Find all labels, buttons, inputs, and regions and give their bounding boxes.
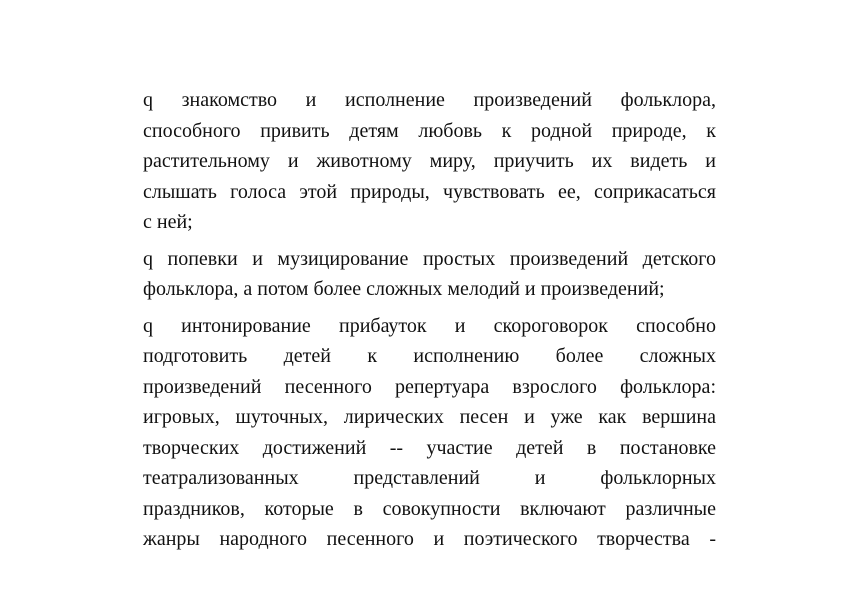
text-line: с ней;: [143, 211, 193, 233]
text-line: произведений песенного репертуара взрослого фольклора:: [143, 375, 716, 398]
text-line: творческих достижений -- участие детей в постановке: [143, 436, 716, 459]
document-body: [143, 85, 716, 561]
text-line: растительному и животному миру, приучить их видеть и: [143, 150, 716, 172]
text-line: игровых, шуточных, лирических песен и уже как вершина: [143, 406, 716, 428]
paragraph-intonation: [143, 311, 716, 555]
text-line: q знакомство и исполнение произведений фольклора,: [143, 89, 716, 111]
paragraph-folklore-nature: [143, 85, 716, 238]
text-line: фольклора, а потом более сложных мелодий и произведений;: [143, 278, 665, 300]
paragraph-popevki: [143, 244, 716, 305]
text-line: театрализованных представлений и фольклорных: [143, 467, 716, 489]
text-line: способного привить детям любовь к родной природе, к: [143, 119, 716, 142]
text-line: праздников, которые в совокупности включают различные: [143, 497, 716, 520]
text-line: слышать голоса этой природы, чувствовать ее, соприкасаться: [143, 180, 716, 203]
text-line: подготовить детей к исполнению более сложных: [143, 345, 716, 367]
text-line: q интонирование прибауток и скороговорок способно: [143, 314, 716, 337]
text-line: жанры народного песенного и поэтического творчества -: [143, 528, 716, 550]
text-line: q попевки и музицирование простых произведений детского: [143, 247, 716, 270]
